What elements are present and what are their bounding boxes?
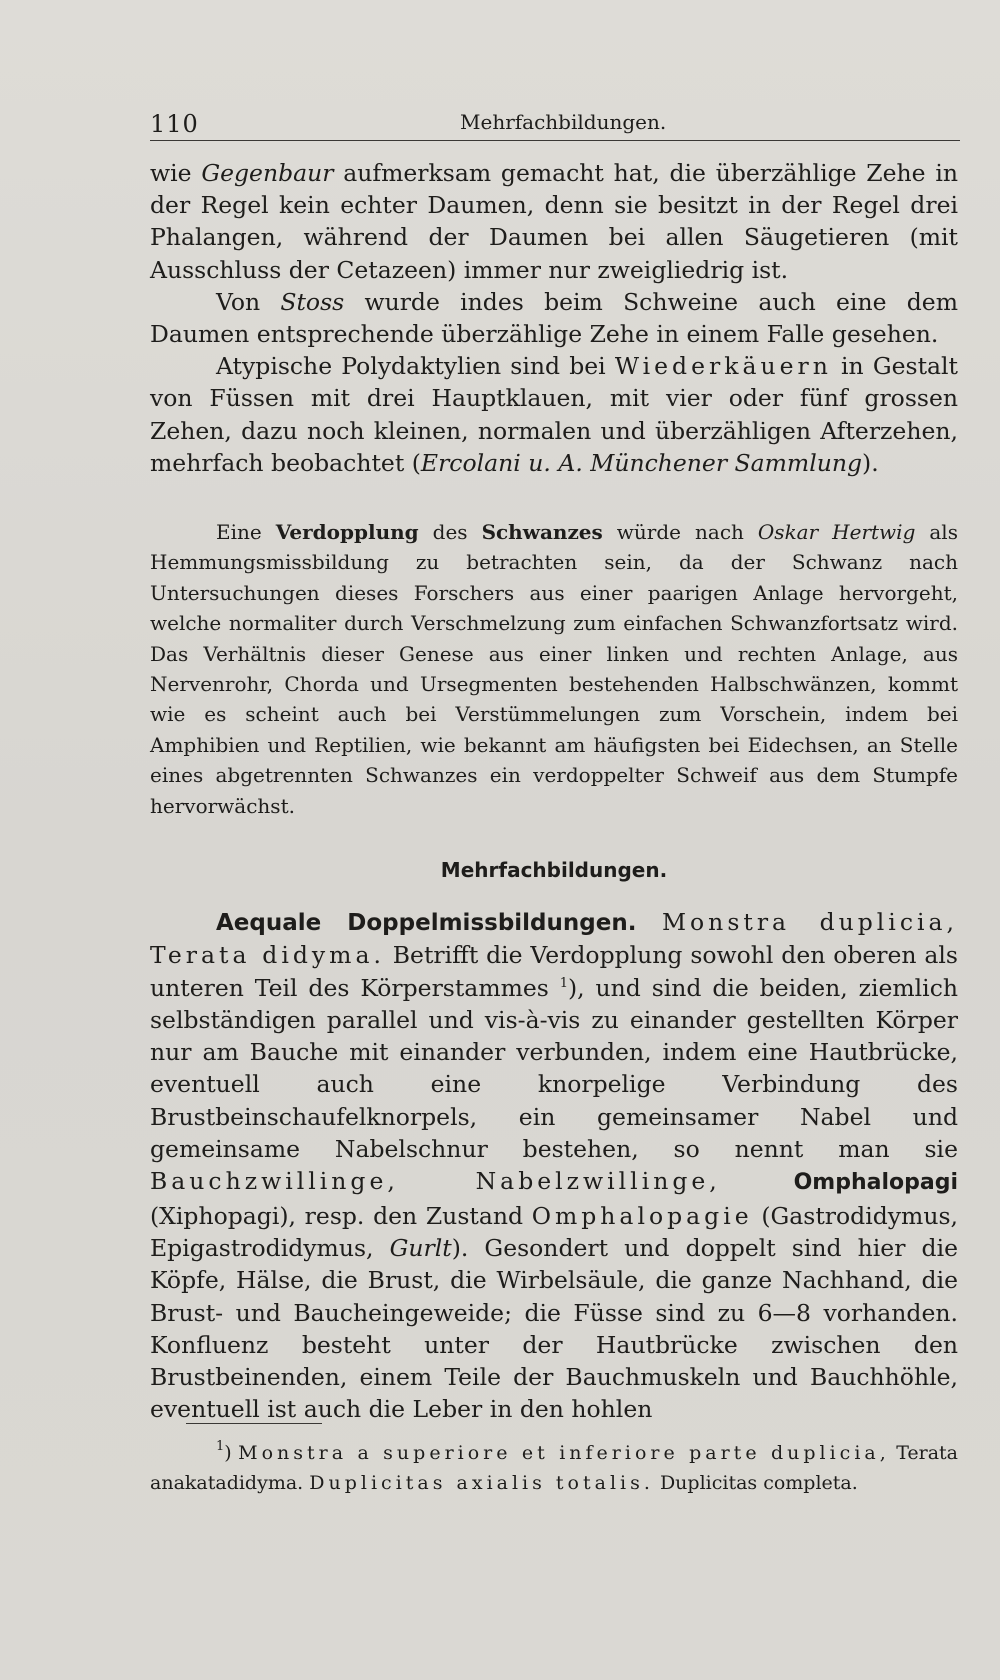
- text-run: ), und sind die beiden, ziemlich selbständigen parallel und vis-à-vis zu einander gestellten Körper nur am Bauche mit einander verbunden, indem eine Hautbrücke, eventuell auch eine knorpelige Verbindung des Brustbeinschaufelknorpels, ein gemeinsamer Nabel und gemeinsame Nabelschnur bestehen, so nennt man sie: [150, 973, 958, 1164]
- text-run: als Hemmungsmissbildung zu betrachten sein, da der Schwanz nach Untersuchungen dieses Forschers aus einer paarigen Anlage hervorgeht, welche normaliter durch Verschmelzung zum einfachen Schwanzfortsatz wird. Das Verhältnis dieser Genese aus einer linken und rechten Anlage, aus Nervenrohr, Chorda und Ursegmenten bestehenden Halbschwänzen, kommt wie es scheint auch bei Verstümmelungen zum Vorschein, indem bei Amphibien und Reptilien, wie bekannt am häufigsten bei Eidechsen, an Stelle eines abgetrennten Schwanzes ein verdoppelter Schweif aus dem Stumpfe hervorwächst.: [150, 520, 958, 818]
- footnote: [150, 1438, 958, 1498]
- spaced-term: Monstra duplicia, Terata didyma.: [150, 908, 958, 970]
- paragraph-doppelmissbildungen: [150, 906, 958, 1426]
- body-text-small: [150, 517, 958, 821]
- text-run: Atypische Polydaktylien sind bei: [216, 352, 615, 381]
- text-run: (Xiphopagi), resp. den Zustand: [150, 1201, 532, 1230]
- bold-term: Verdopplung: [275, 520, 419, 544]
- citation: Ercolani u. A. Münchener Sammlung: [420, 448, 863, 477]
- spaced-term: Omphalopagie: [531, 1201, 753, 1230]
- spaced-term: Duplicitas axialis totalis.: [309, 1472, 654, 1494]
- text-run: in Gestalt von Füssen mit drei Hauptklauen, mit vier oder fünf grossen Zehen, dazu noch kleinen, normalen und überzähligen Afterzehen, mehrfach beobachtet (: [150, 352, 958, 477]
- text-run: Von: [216, 287, 281, 316]
- text-run: Terata anakatadidyma.: [150, 1442, 959, 1494]
- text-run: würde nach: [602, 520, 758, 544]
- text-run: wie: [150, 159, 202, 187]
- spaced-term: Wiederkäuern: [614, 352, 832, 381]
- text-run: ).: [862, 448, 879, 477]
- text-run: Duplicitas completa.: [653, 1472, 858, 1494]
- author-name: Oskar Hertwig: [757, 520, 916, 544]
- author-name: Gegenbaur: [201, 159, 334, 187]
- spaced-term: Bauchzwillinge, Nabelzwillinge,: [150, 1167, 721, 1196]
- paragraph-polydaktylien: [150, 350, 958, 479]
- spaced-term: Monstra a superiore et inferiore parte duplicia,: [238, 1442, 890, 1464]
- body-text-lower: [150, 906, 958, 1426]
- text-run: wurde indes beim Schweine auch eine dem Daumen entsprechende überzählige Zehe in einem Falle gesehen.: [150, 287, 958, 349]
- inline-heading: Aequale Doppelmissbildungen.: [216, 910, 637, 936]
- text-run: des: [418, 520, 482, 544]
- text-run: Eine: [216, 520, 276, 544]
- paragraph-gegenbaur: [150, 157, 958, 286]
- running-title: Mehrfachbildungen.: [460, 110, 667, 134]
- paragraph-schwanz: [150, 517, 958, 821]
- footnote-ref[interactable]: 1: [559, 975, 569, 991]
- footnote-divider: [186, 1423, 322, 1424]
- page-number: 110: [150, 110, 199, 138]
- running-head: [150, 106, 960, 141]
- author-name: Stoss: [280, 287, 345, 316]
- section-heading: Mehrfachbildungen.: [440, 858, 668, 882]
- bold-term: Schwanzes: [481, 520, 603, 544]
- paragraph-stoss: [150, 286, 958, 350]
- text-run: Betrifft die Verdopplung sowohl den oberen als unteren Teil des Körperstammes: [150, 941, 958, 1002]
- text-run: (Gastrodidymus, Epigastrodidymus,: [150, 1201, 958, 1262]
- text-run: aufmerksam gemacht hat, die überzählige Zehe in der Regel kein echter Daumen, denn sie besitzt in der Regel drei Phalangen, während der Daumen bei allen Säugetieren (mit Ausschluss der Cetazeen) immer nur zweigliedrig ist.: [150, 159, 958, 284]
- body-text-upper: [150, 157, 958, 479]
- author-name: Gurlt: [389, 1233, 452, 1262]
- footnote-mark: 1: [216, 1439, 225, 1454]
- footnote-text: $^1$) Monstra a superiore et inferiore parte duplicia, Terata anakatadidyma. Duplicitas axialis totalis. Duplicitas completa.: [150, 1439, 959, 1494]
- bold-term: Omphalopagi: [793, 1170, 958, 1196]
- text-run: ). Gesondert und doppelt sind hier die Köpfe, Hälse, die Brust, die Wirbelsäule, die ganze Nachhand, die Brust- und Baucheingeweide; die Füsse sind zu 6—8 vorhanden. Konfluenz besteht unter der Hautbrücke zwischen den Brustbeinenden, einem Teile der Bauchmuskeln und Bauchhöhle, eventuell ist auch die Leber in den hohlen: [150, 1233, 959, 1424]
